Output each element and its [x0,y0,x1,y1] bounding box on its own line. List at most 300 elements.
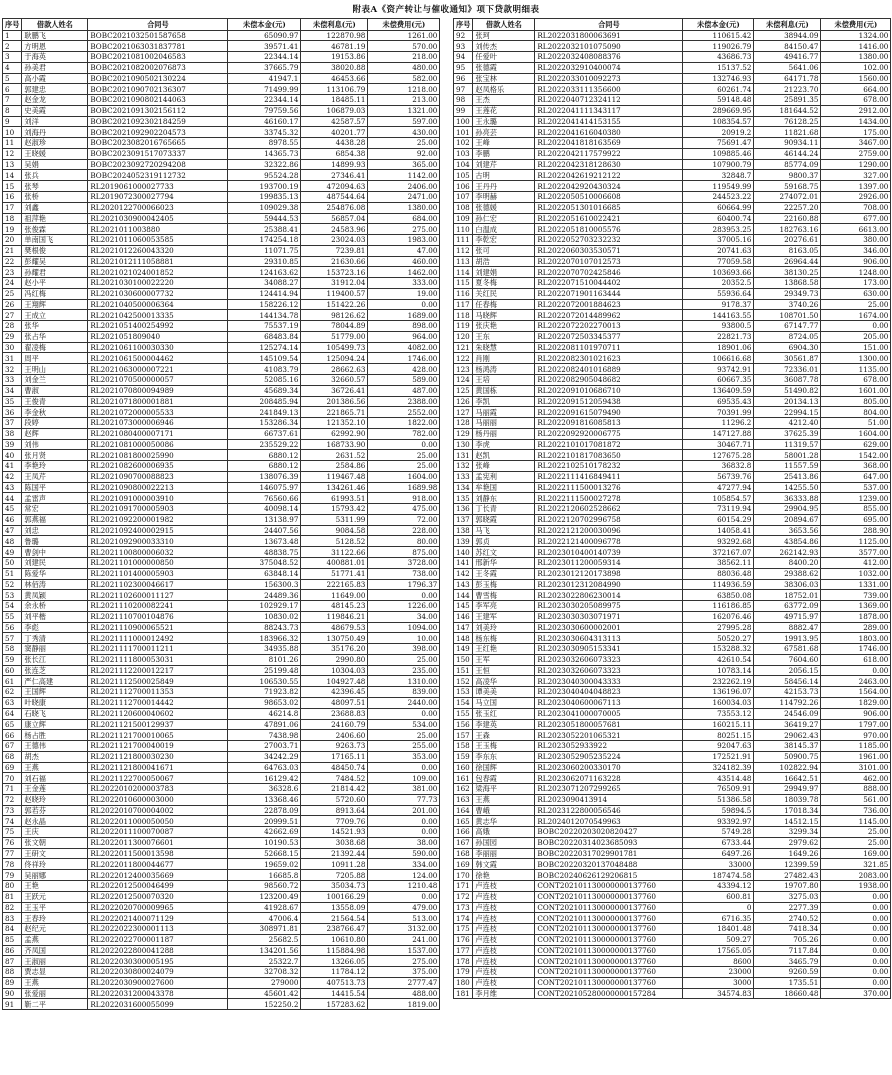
cell-interest: 11649.00 [301,590,368,601]
cell-borrower: 白温成 [473,224,535,235]
table-row [3,170,440,181]
cell-principal: 18901.06 [683,342,754,353]
cell-interest: 9263.73 [301,741,368,752]
cell-no: 20 [3,235,22,246]
cell-no: 120 [454,331,473,342]
cell-no: 8 [3,105,22,116]
cell-no: 99 [454,105,473,116]
cell-principal: 145109.54 [228,353,301,364]
cell-principal: 11071.75 [228,245,301,256]
cell-interest: 400881.01 [301,558,368,569]
cell-contract: RL2021011003880 [88,224,228,235]
cell-interest: 3653.56 [754,525,821,536]
cell-principal: 60261.74 [683,84,754,95]
cell-contract: RL2022072202270013 [535,321,683,332]
table-row [454,837,891,848]
cell-contract: RL2021051809040 [88,331,228,342]
cell-fees: 398.00 [368,644,440,655]
cell-interest: 22994.15 [754,407,821,418]
cell-contract: BOBC20220203020820427 [535,827,683,838]
cell-contract: BOBC2021090702136307 [88,84,228,95]
cell-fees: 1248.00 [821,267,891,278]
header-fees: 未偿费用(元) [368,19,440,31]
cell-contract: BOBC2021090802144063 [88,95,228,106]
cell-borrower: 陈爱华 [22,568,88,579]
cell-fees: 0.00 [821,924,891,935]
cell-interest: 29062.43 [754,730,821,741]
cell-borrower: 丁秀清 [22,633,88,644]
cell-contract: RL2022022700001187 [88,934,228,945]
cell-fees: 38.00 [368,837,440,848]
cell-principal: 80251.15 [683,730,754,741]
cell-fees: 804.00 [821,407,891,418]
cell-principal: 56739.76 [683,471,754,482]
cell-no: 84 [3,924,22,935]
cell-interest: 24583.96 [301,224,368,235]
cell-contract: RL2021102300046617 [88,579,228,590]
cell-interest: 78044.89 [301,321,368,332]
cell-no: 109 [454,213,473,224]
cell-no: 82 [3,902,22,913]
cell-contract: RL2021081000050086 [88,439,228,450]
cell-fees: 708.00 [821,202,891,213]
table-row [454,773,891,784]
cell-contract: CONT202101130000000137760 [535,880,683,891]
cell-no: 143 [454,579,473,590]
table-row [3,353,440,364]
cell-contract: RL2022042619212122 [535,170,683,181]
cell-principal: 38562.11 [683,558,754,569]
cell-no: 1 [3,30,22,41]
cell-fees: 430.00 [368,127,440,138]
cell-borrower: 张爱丽 [22,988,88,999]
table-row [454,30,891,41]
table-row [454,148,891,159]
cell-interest: 38020.88 [301,62,368,73]
cell-principal: 32708.32 [228,967,301,978]
cell-interest: 14255.50 [754,482,821,493]
cell-no: 108 [454,202,473,213]
cell-no: 145 [454,601,473,612]
cell-borrower: 靳二平 [22,999,88,1010]
table-row [3,956,440,967]
cell-interest: 7484.52 [301,773,368,784]
cell-interest: 2740.52 [754,913,821,924]
cell-contract: RL2022011300076601 [88,837,228,848]
cell-no: 81 [3,891,22,902]
cell-no: 32 [3,364,22,375]
cell-borrower: 刘传杰 [473,41,535,52]
cell-fees: 647.00 [821,471,891,482]
table-row [454,579,891,590]
table-row [454,256,891,267]
cell-contract: RL2021112700011353 [88,687,228,698]
cell-principal: 93292.68 [683,536,754,547]
cell-interest: 119846.21 [301,611,368,622]
cell-fees: 2552.00 [368,407,440,418]
cell-borrower: 史美霞 [22,105,88,116]
cell-interest: 72336.01 [754,364,821,375]
cell-no: 13 [3,159,22,170]
cell-principal: 17565.05 [683,945,754,956]
cell-fees: 480.00 [368,62,440,73]
cell-interest: 76128.25 [754,116,821,127]
cell-principal: 15137.52 [683,62,754,73]
cell-no: 29 [3,331,22,342]
cell-principal: 50520.27 [683,633,754,644]
cell-principal: 34088.27 [228,278,301,289]
cell-fees: 289.00 [821,622,891,633]
table-row [3,708,440,719]
cell-principal: 25199.48 [228,665,301,676]
cell-no: 142 [454,568,473,579]
cell-principal: 29310.85 [228,256,301,267]
cell-interest: 58001.28 [754,450,821,461]
cell-contract: RL2021110700104876 [88,611,228,622]
cell-principal: 110615.42 [683,30,754,41]
cell-contract: RL2021021024001852 [88,267,228,278]
table-row [3,310,440,321]
cell-interest: 1649.26 [754,848,821,859]
cell-fees: 1135.00 [821,364,891,375]
cell-fees: 92.00 [368,148,440,159]
cell-contract: RL2023041000070005 [535,708,683,719]
cell-borrower: 王恒 [473,665,535,676]
cell-no: 4 [3,62,22,73]
cell-interest: 21814.42 [301,784,368,795]
cell-interest: 22257.20 [754,202,821,213]
cell-principal: 34935.88 [228,644,301,655]
cell-interest: 11821.68 [754,127,821,138]
cell-interest: 38306.03 [754,579,821,590]
table-row [454,41,891,52]
cell-borrower: 张德霞 [473,62,535,73]
cell-interest: 119467.48 [301,471,368,482]
table-row [454,945,891,956]
cell-contract: RL2023040404048823 [535,687,683,698]
cell-fees: 380.00 [821,235,891,246]
table-row [3,256,440,267]
cell-contract: RL2022031800063691 [535,30,683,41]
table-row [3,407,440,418]
cell-borrower: 郭贞 [473,536,535,547]
cell-contract: RL2022012500070320 [88,891,228,902]
cell-contract: RL2022111416849411 [535,471,683,482]
cell-no: 22 [3,256,22,267]
cell-fees: 739.00 [821,590,891,601]
cell-interest: 32660.57 [301,375,368,386]
cell-fees: 333.00 [368,278,440,289]
cell-interest: 63772.09 [754,601,821,612]
cell-no: 149 [454,644,473,655]
cell-interest: 17018.34 [754,805,821,816]
cell-no: 80 [3,880,22,891]
cell-contract: RL2022120702996758 [535,514,683,525]
cell-contract: CONT202101130000000137760 [535,891,683,902]
cell-principal: 47891.06 [228,719,301,730]
cell-principal: 64763.03 [228,762,301,773]
table-row [454,450,891,461]
cell-fees: 327.00 [821,170,891,181]
cell-principal: 152250.2 [228,999,301,1010]
cell-contract: RL2022041414153155 [535,116,683,127]
cell-no: 175 [454,924,473,935]
table-row [454,439,891,450]
cell-principal: 9178.37 [683,299,754,310]
cell-principal: 16129.42 [228,773,301,784]
cell-interest: 90934.11 [754,138,821,149]
table-row [3,977,440,988]
cell-principal: 33745.32 [228,127,301,138]
cell-borrower: 孟燕 [22,934,88,945]
table-row [454,138,891,149]
cell-borrower: 齐凤国 [22,945,88,956]
cell-interest: 201386.56 [301,396,368,407]
cell-fees: 173.00 [821,278,891,289]
cell-fees: 2463.00 [821,676,891,687]
cell-contract: BOBC2023092720294208 [88,159,228,170]
cell-no: 39 [3,439,22,450]
cell-no: 15 [3,181,22,192]
table-row [3,827,440,838]
table-row [454,375,891,386]
table-row [454,105,891,116]
cell-contract: RL2022041111343117 [535,105,683,116]
header-principal: 未偿本金(元) [228,19,301,31]
cell-interest: 36419.27 [754,719,821,730]
table-row [454,708,891,719]
cell-no: 153 [454,687,473,698]
cell-borrower: 赵凤格乐 [473,84,535,95]
cell-fees: 0.00 [821,902,891,913]
table-row [454,504,891,515]
cell-principal: 172521.91 [683,751,754,762]
cell-interest: 407513.73 [301,977,368,988]
cell-borrower: 卢连枝 [473,880,535,891]
cell-contract: BOBC20220317029901781 [535,848,683,859]
cell-principal: 37005.16 [683,235,754,246]
cell-interest: 8913.64 [301,805,368,816]
cell-borrower: 黄凤颖 [22,590,88,601]
cell-contract: BOBC20240626129206815 [535,870,683,881]
cell-no: 19 [3,224,22,235]
cell-principal: 123200.49 [228,891,301,902]
cell-principal: 48838.75 [228,547,301,558]
cell-borrower: 李月维 [473,988,535,999]
cell-no: 33 [3,375,22,386]
cell-contract: RL2021012260043320 [88,245,228,256]
cell-principal: 25682.5 [228,934,301,945]
cell-contract: BOBC2021090502130224 [88,73,228,84]
table-row [3,601,440,612]
cell-principal: 308971.81 [228,924,301,935]
cell-contract: RL2022072001884623 [535,299,683,310]
cell-contract: RL2021030100022220 [88,278,228,289]
cell-fees: 2912.00 [821,105,891,116]
cell-contract: RL2022121200030096 [535,525,683,536]
cell-contract: RL2022120602528662 [535,504,683,515]
table-row [454,859,891,870]
cell-contract: RL2022082905048682 [535,375,683,386]
cell-interest: 25891.35 [754,95,821,106]
cell-no: 23 [3,267,22,278]
table-row [454,245,891,256]
cell-no: 76 [3,837,22,848]
cell-no: 166 [454,827,473,838]
cell-no: 168 [454,848,473,859]
cell-principal: 60664.99 [683,202,754,213]
cell-borrower: 刘静东 [473,493,535,504]
table-row [454,644,891,655]
table-row [3,870,440,881]
cell-borrower: 刘洋 [22,116,88,127]
cell-borrower: 樊根俊 [22,245,88,256]
cell-no: 156 [454,719,473,730]
table-row [454,611,891,622]
cell-no: 48 [3,536,22,547]
cell-no: 144 [454,590,473,601]
cell-no: 181 [454,988,473,999]
cell-no: 177 [454,945,473,956]
table-row [3,245,440,256]
cell-no: 167 [454,837,473,848]
cell-principal: 8600 [683,956,754,967]
cell-contract: RL2021040500006364 [88,299,228,310]
cell-interest: 274072.01 [754,191,821,202]
cell-contract: RL2021121700040019 [88,741,228,752]
cell-principal: 509.27 [683,934,754,945]
cell-interest: 29949.97 [754,784,821,795]
table-row [3,665,440,676]
cell-fees: 2759.00 [821,148,891,159]
document-title: 附表A《资产转让与催收通知》项下贷款明细表 [352,5,540,15]
cell-interest: 19153.86 [301,52,368,63]
cell-borrower: 石晓飞 [22,708,88,719]
cell-no: 27 [3,310,22,321]
table-row [454,514,891,525]
cell-fees: 1145.00 [821,816,891,827]
cell-fees: 1601.00 [821,385,891,396]
cell-fees: 2440.00 [368,697,440,708]
cell-borrower: 康立辉 [22,719,88,730]
cell-fees: 3467.00 [821,138,891,149]
cell-principal: 208485.94 [228,396,301,407]
cell-principal: 193700.19 [228,181,301,192]
table-row [454,568,891,579]
cell-no: 171 [454,880,473,891]
cell-borrower: 窦静丽 [22,644,88,655]
cell-interest: 50900.75 [754,751,821,762]
cell-principal: 76509.91 [683,784,754,795]
cell-fees: 1125.00 [821,536,891,547]
cell-fees: 3728.00 [368,558,440,569]
cell-no: 50 [3,558,22,569]
cell-borrower: 赵晓玲 [22,794,88,805]
cell-no: 164 [454,805,473,816]
table-row [454,353,891,364]
table-row [454,288,891,299]
cell-contract: CONT202101130000000137760 [535,967,683,978]
cell-interest: 46781.19 [301,41,368,52]
cell-interest: 14899.93 [301,159,368,170]
cell-no: 66 [3,730,22,741]
cell-borrower: 韩文霞 [473,859,535,870]
cell-no: 26 [3,299,22,310]
cell-fees: 1261.00 [368,30,440,41]
cell-no: 92 [454,30,473,41]
cell-fees: 805.00 [821,396,891,407]
cell-contract: BOBC20220320137048488 [535,859,683,870]
cell-principal: 47277.94 [683,482,754,493]
cell-interest: 182763.16 [754,224,821,235]
cell-fees: 2083.00 [821,870,891,881]
cell-fees: 0.00 [368,708,440,719]
cell-contract: RL2022041616040380 [535,127,683,138]
cell-fees: 34.00 [368,611,440,622]
table-row [454,407,891,418]
cell-principal: 37665.79 [228,62,301,73]
cell-interest: 25413.86 [754,471,821,482]
cell-borrower: 卢连枝 [473,891,535,902]
cell-borrower: 马飞 [473,525,535,536]
cell-borrower: 李鹏 [473,148,535,159]
cell-borrower: 王军 [473,654,535,665]
cell-principal: 6497.26 [683,848,754,859]
cell-contract: RL2022081101970711 [535,342,683,353]
cell-principal: 76560.66 [228,493,301,504]
cell-contract: RL2022011500013598 [88,848,228,859]
cell-contract: RL2023022806230014 [535,590,683,601]
table-row [454,95,891,106]
cell-borrower: 孟雷声 [22,493,88,504]
cell-no: 30 [3,342,22,353]
cell-principal: 0 [683,902,754,913]
cell-no: 49 [3,547,22,558]
cell-borrower: 卢连枝 [473,913,535,924]
cell-principal: 283953.25 [683,224,754,235]
cell-principal: 33000 [683,859,754,870]
cell-interest: 31122.66 [301,547,368,558]
cell-principal: 146075.97 [228,482,301,493]
cell-contract: RL2023030604313113 [535,633,683,644]
cell-fees: 1434.00 [821,116,891,127]
cell-principal: 106530.55 [228,676,301,687]
cell-fees: 228.00 [368,525,440,536]
table-row [3,73,440,84]
cell-interest: 5311.99 [301,514,368,525]
cell-contract: RL2022011800044677 [88,859,228,870]
cell-no: 55 [3,611,22,622]
cell-principal: 8101.26 [228,654,301,665]
cell-fees: 334.00 [368,859,440,870]
cell-borrower: 李金秋 [22,407,88,418]
cell-interest: 20276.61 [754,235,821,246]
cell-fees: 0.00 [368,299,440,310]
cell-contract: RL2021100800006032 [88,547,228,558]
table-row [454,116,891,127]
cell-no: 97 [454,84,473,95]
cell-contract: RL2022051610022421 [535,213,683,224]
cell-fees: 1290.00 [821,159,891,170]
cell-fees: 0.00 [821,967,891,978]
cell-interest: 48679.53 [301,622,368,633]
cell-fees: 0.00 [368,439,440,450]
cell-no: 72 [3,794,22,805]
cell-principal: 20999.51 [228,816,301,827]
table-row [3,267,440,278]
cell-interest: 153723.16 [301,267,368,278]
cell-interest: 21223.70 [754,84,821,95]
